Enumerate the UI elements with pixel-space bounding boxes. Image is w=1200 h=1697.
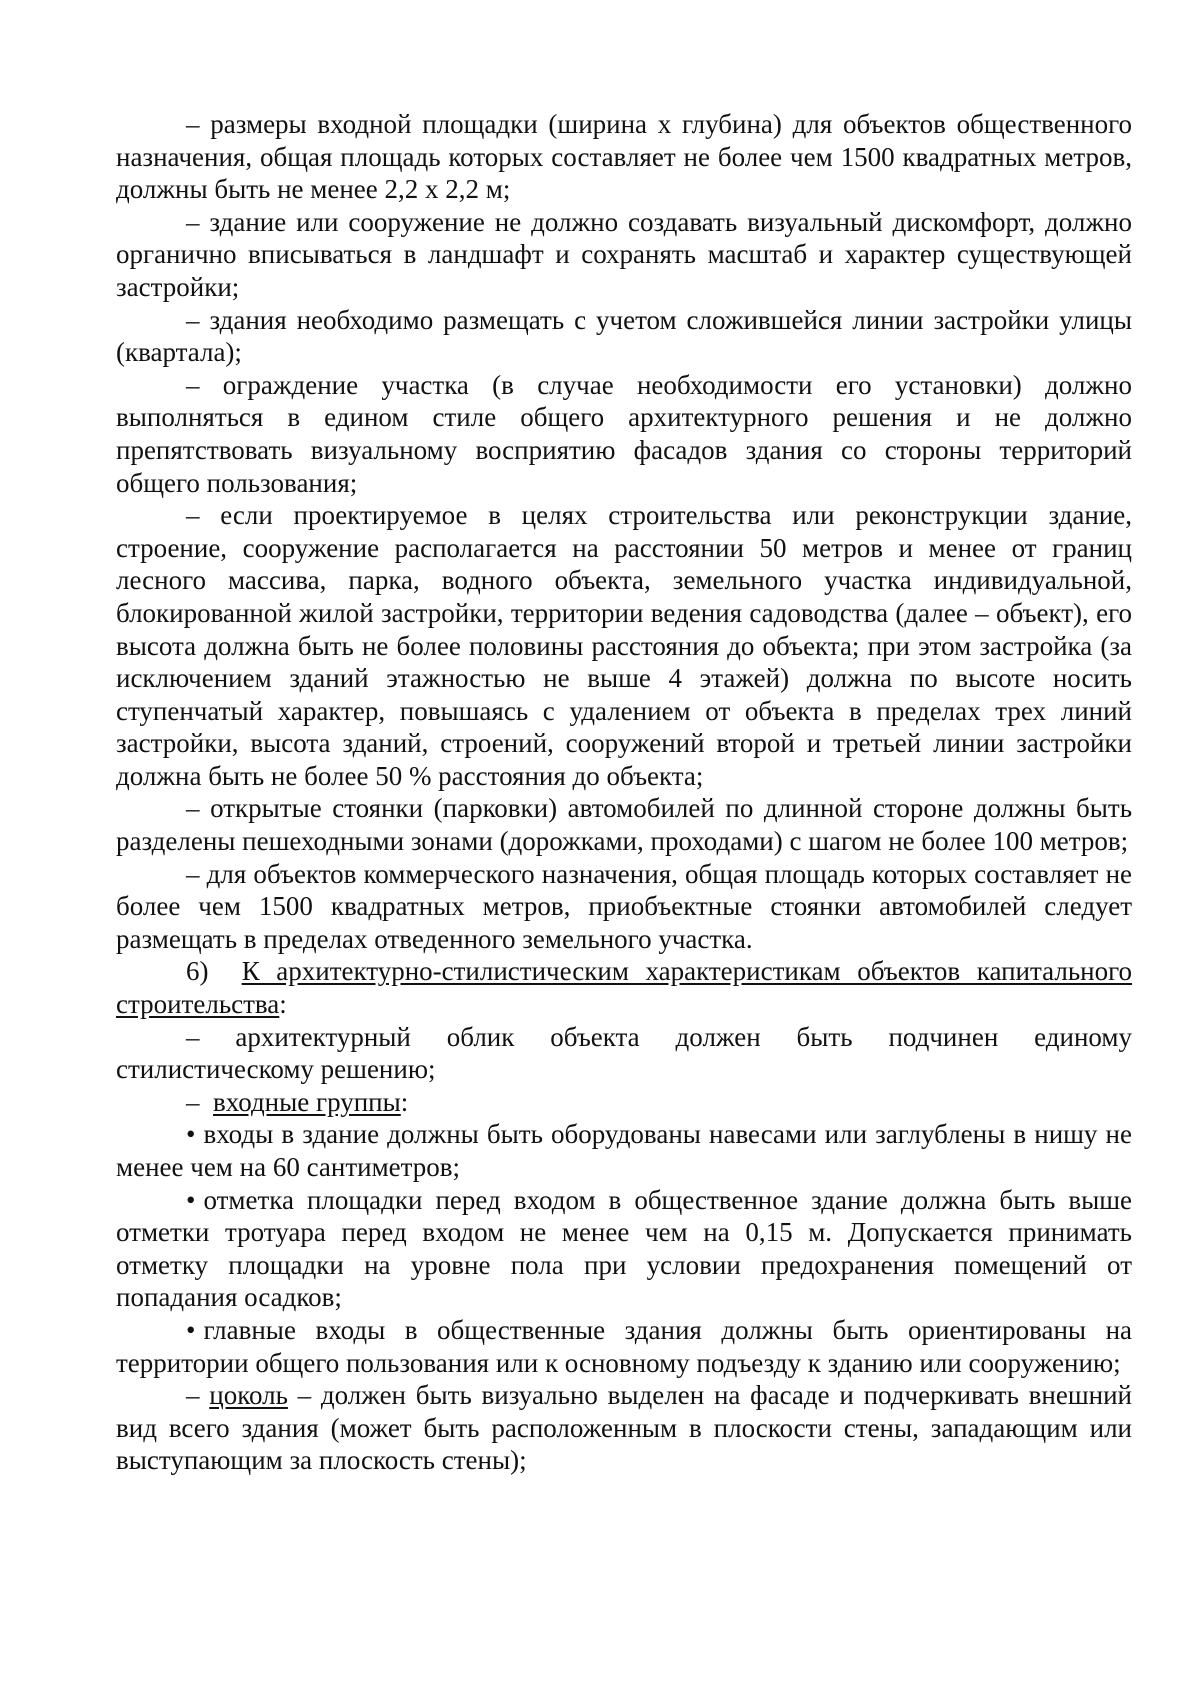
paragraph-text: если проектируемое в целях строительства или реконструкции здание, строение, сооружение располагается на расстоянии 50 метров и менее от границ лесного массива, парка, водного объекта, земельного участка индивидуальной, блокированной жилой застройки, территории ведения садоводства (далее – объект), его высота должна быть не более половины расстояния до объекта; при этом застройка (за исключением зданий этажностью не выше 4 этажей) должна по высоте носить ступенчатый характер, повышаясь с удалением от объекта в пределах трех линий застройки, высота зданий, строений, сооружений второй и третьей линии застройки должна быть не более 50 % расстояния до объекта; (116, 500, 1132, 791)
list-item (116, 858, 1132, 956)
dash-marker: – (186, 858, 207, 889)
plinth-label: цоколь (209, 1380, 288, 1411)
list-item (116, 108, 1132, 206)
bullet-icon: • (186, 1119, 196, 1150)
paragraph-text: здания необходимо размещать с учетом сложившейся линии застройки улицы (квартала); (116, 304, 1132, 368)
dash-marker: – (186, 793, 211, 824)
bullet-text: отметка площадки перед входом в общественное здание должна быть выше отметки тротуара перед входом не менее чем на 0,15 м. Допускается принимать отметку площадки на уровне пола при условии предохранения помещений от попадания осадков; (116, 1184, 1132, 1313)
paragraph-text: размеры входной площадки (ширина х глубина) для объектов общественного назначения, общая площадь которых составляет не более чем 1500 квадратных метров, должны быть не менее 2,2 х 2,2 м; (116, 109, 1132, 205)
dash-marker: – (186, 1021, 236, 1052)
dash-marker: – (186, 500, 221, 531)
paragraph-text: здание или сооружение не должно создавать визуальный дискомфорт, должно органично вписываться в ландшафт и сохранять масштаб и характер существующей застройки; (116, 206, 1133, 302)
list-item (116, 499, 1132, 792)
list-item (116, 1379, 1132, 1477)
paragraph-text: открытые стоянки (парковки) автомобилей по длинной стороне должны быть разделены пешеходными зонами (дорожками, проходами) с шагом не более 100 метров; (116, 793, 1133, 857)
list-item (116, 792, 1132, 857)
bullet-icon: • (186, 1314, 196, 1345)
subsection-colon: : (400, 1086, 409, 1117)
bullet-item (116, 1118, 1132, 1183)
paragraph-text: архитектурный облик объекта должен быть подчинен единому стилистическому решению; (116, 1021, 1133, 1085)
section-colon: : (279, 989, 287, 1020)
dash-marker: – (186, 304, 210, 335)
paragraph-text: для объектов коммерческого назначения, общая площадь которых составляет не более чем 1500 квадратных метров, приобъектные стоянки автомобилей следует размещать в пределах отведенного земельного участка. (116, 858, 1133, 954)
subsection-title: входные группы (213, 1086, 401, 1117)
dash-marker: – (186, 1380, 210, 1411)
dash-marker: – (186, 109, 211, 139)
bullet-icon: • (186, 1184, 196, 1215)
section-number: 6) (186, 956, 209, 987)
dash-marker: – (186, 206, 210, 237)
paragraph-text: – должен быть визуально выделен на фасаде и подчеркивать внешний вид всего здания (может быть расположенным в плоскости стены, западающим или выступающим за плоскость стены); (116, 1380, 1132, 1476)
bullet-text: входы в здание должны быть оборудованы навесами или заглублены в нишу не менее чем на 60 сантиметров; (116, 1119, 1132, 1182)
paragraph-text: ограждение участка (в случае необходимости его установки) должно выполняться в едином стиле общего архитектурного решения и не должно препятствовать визуальному восприятию фасадов здания со стороны территорий общего пользования; (116, 369, 1133, 498)
section-heading (116, 955, 1132, 1020)
list-item (116, 369, 1132, 499)
document-page (116, 108, 1132, 1477)
section-title: К архитектурно-стилистическим характеристикам объектов капитального строительства (116, 956, 1132, 1020)
bullet-item (116, 1184, 1132, 1314)
dash-marker: – (186, 369, 223, 400)
bullet-text: главные входы в общественные здания должны быть ориентированы на территории общего пользования или к основному подъезду к зданию или сооружению; (116, 1314, 1132, 1378)
list-item (116, 206, 1132, 304)
bullet-item (116, 1314, 1132, 1379)
list-item (116, 304, 1132, 369)
list-item (116, 1021, 1132, 1086)
subsection-heading (116, 1086, 1132, 1119)
dash-marker: – (186, 1086, 213, 1117)
